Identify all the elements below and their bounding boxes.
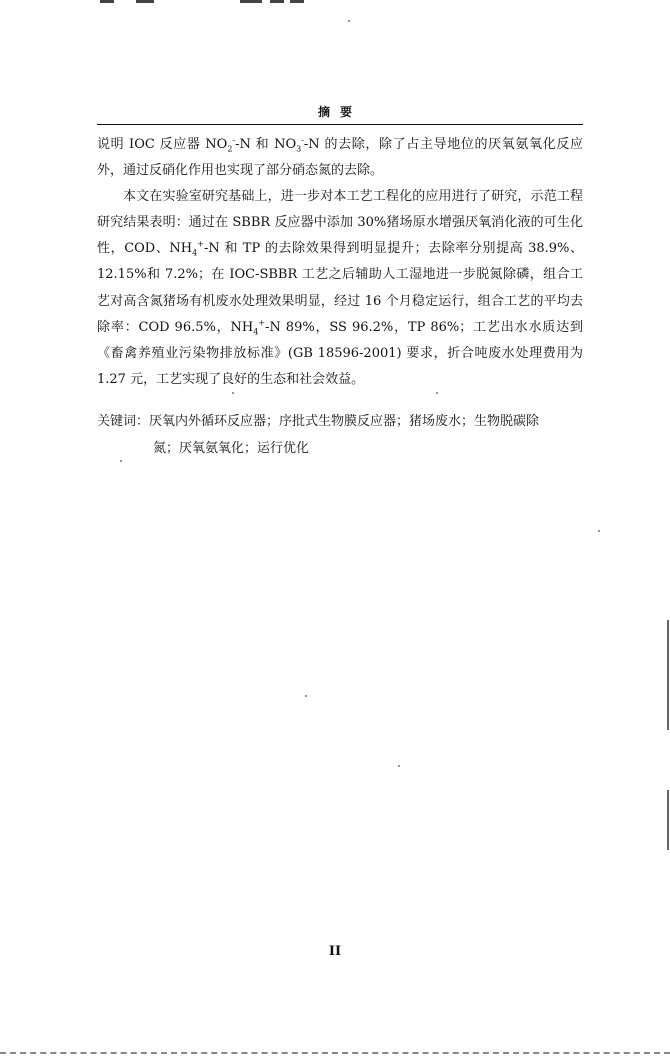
scan-speck — [348, 20, 350, 22]
superscript: - — [232, 135, 236, 145]
scan-speck — [598, 530, 600, 532]
keywords-label: 关键词： — [97, 414, 150, 429]
abstract-body — [97, 132, 583, 393]
header-divider — [97, 124, 583, 125]
subscript: 2 — [227, 144, 233, 154]
subscript: 4 — [192, 248, 198, 258]
keywords-text: 厌氧内外循环反应器；序批式生物膜反应器；猪场废水；生物脱碳除 — [149, 414, 540, 429]
abstract-paragraph-1 — [97, 132, 583, 184]
abstract-paragraph-2 — [97, 184, 583, 393]
scan-artifact-right — [667, 620, 669, 730]
scan-artifact-right — [667, 790, 669, 850]
scan-artifact-bottom — [0, 1052, 670, 1054]
scan-speck — [120, 460, 122, 462]
scan-artifact-top — [100, 0, 330, 4]
text-run: 本文在实验室研究基础上，进一步对本工艺工程化的应用进行了研究，示范工程研究结果表明：通过在 SBBR 反应器中添加 30%猪场原水增强厌氧消化液的可生化性，COD、NH — [97, 189, 583, 257]
scan-speck — [436, 392, 438, 394]
keywords-line-2: 氮；厌氧氨氧化；运行优化 — [153, 440, 310, 456]
page-number: II — [328, 944, 342, 959]
subscript: 4 — [253, 327, 259, 337]
text-run: -N 的去除，除了占主导地位的厌氧氨氧化反应外，通过反硝化作用也实现了部分硝态氮的去除。 — [97, 137, 583, 179]
superscript: + — [197, 240, 204, 250]
text-run: -N 和 TP 的去除效果得到明显提升；去除率分别提高 38.9%、12.15%和 7.2%；在 IOC-SBBR 工艺之后辅助人工湿地进一步脱氮除磷，组合工艺对高含氮猪场有机废水处理效果明显，经过 16 个月稳定运行，组合工艺的平均去除率：COD 96.5%，NH — [97, 241, 583, 335]
scan-speck — [398, 765, 400, 767]
keywords-block — [97, 409, 583, 462]
superscript: - — [301, 135, 304, 145]
text-run: 说明 IOC 反应器 NO — [97, 137, 228, 152]
superscript: + — [258, 318, 266, 328]
scan-speck — [232, 392, 234, 394]
text-run: -N 和 NO — [235, 137, 297, 152]
page-title: 摘要 — [317, 105, 362, 119]
subscript: 3 — [296, 144, 302, 154]
scan-speck — [305, 695, 307, 697]
keywords-line-1 — [97, 409, 583, 436]
text-run: -N 89%，SS 96.2%，TP 86%；工艺出水水质达到《畜禽养殖业污染物排放标准》(GB 18596-2001) 要求，折合吨废水处理费用为 1.27 元，工艺实现了良好的生态和社会效益。 — [97, 319, 583, 387]
